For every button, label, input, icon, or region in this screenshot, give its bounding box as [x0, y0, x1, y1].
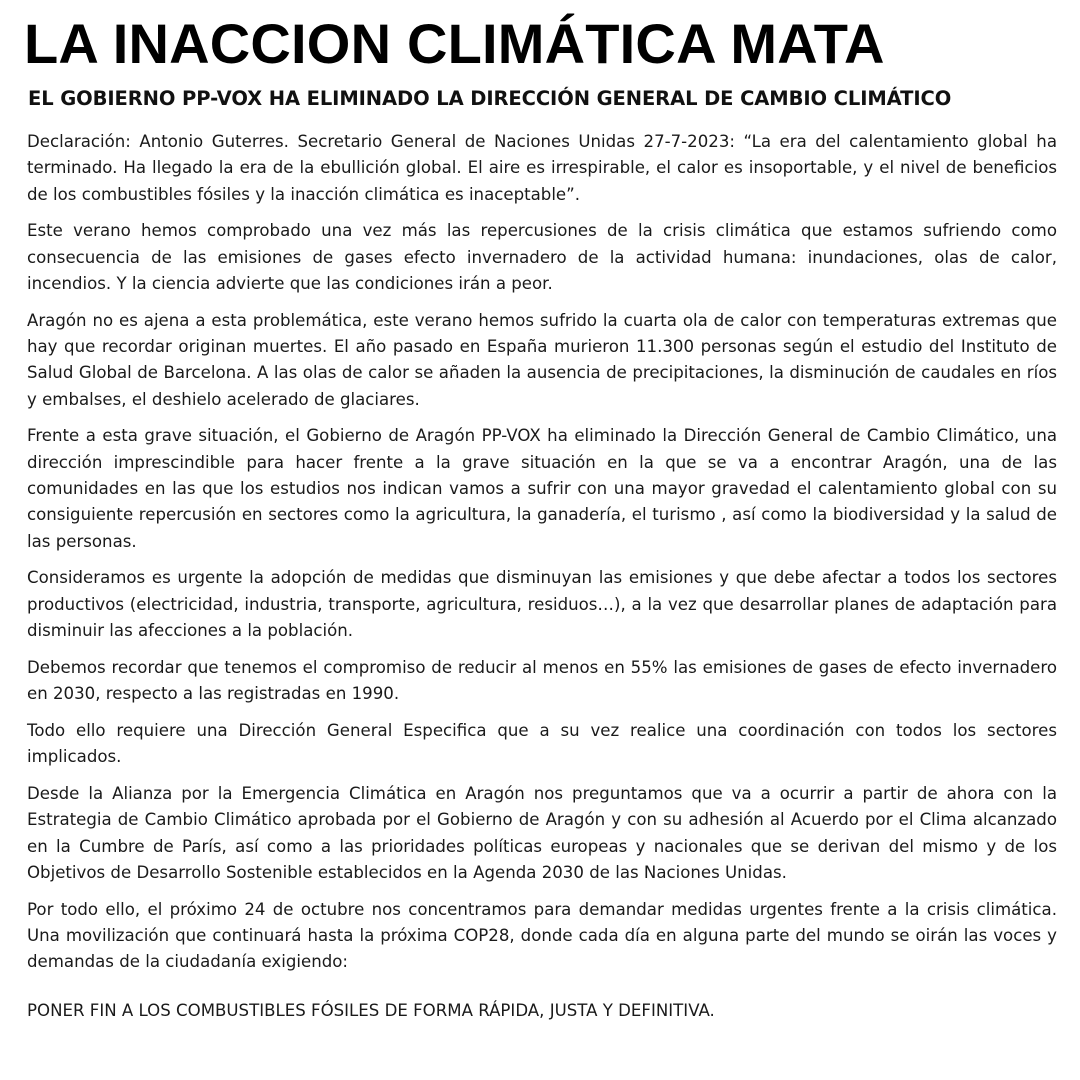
paragraph-government-elimination: Frente a esta grave situación, el Gobierno de Aragón PP-VOX ha eliminado la Dirección General de Cambio Climático, una dirección imprescindible para hacer frente a la grave situación en la que se va a encontrar Aragón, una de las comunidades en las que los estudios nos indican vamos a sufrir con una mayor gravedad el calentamiento global con su consiguiente repercusión en sectores como la agricultura, la ganadería, el turismo , así como la biodiversidad y la salud de las personas.: [27, 426, 1057, 551]
page-title: LA INACCION CLIMÁTICA MATA: [24, 12, 885, 75]
page-subtitle: EL GOBIERNO PP-VOX HA ELIMINADO LA DIRECCIÓN GENERAL DE CAMBIO CLIMÁTICO: [28, 87, 952, 110]
paragraph-emissions-commitment: Debemos recordar que tenemos el compromiso de reducir al menos en 55% las emisiones de gases de efecto invernadero en 2030, respecto a las registradas en 1990.: [27, 657, 1057, 704]
paragraph-mobilization: Por todo ello, el próximo 24 de octubre nos concentramos para demandar medidas urgentes frente a la crisis climática. Una movilización que continuará hasta la próxima COP28, donde cada día en alguna parte del mundo se oirán las voces y demandas de la ciudadanía exigiendo:: [27, 899, 1057, 972]
paragraph-guterres-quote: Declaración: Antonio Guterres. Secretario General de Naciones Unidas 27-7-2023: “La era del calentamiento global ha terminado. Ha llegado la era de la ebullición global. El aire es irrespirable, el calor es insoportable, y el nivel de beneficios de los combustibles fósiles y la inacción climática es inaceptable”.: [27, 132, 1057, 204]
paragraph-urgent-measures: Consideramos es urgente la adopción de medidas que disminuyan las emisiones y que debe afectar a todos los sectores productivos (electricidad, industria, transporte, agricultura, residuos…), a la vez que desarrollar planes de adaptación para disminuir las afecciones a la población.: [27, 568, 1057, 641]
document-body: [27, 129, 1057, 1034]
paragraph-specific-direction: Todo ello requiere una Dirección General Especifica que a su vez realice una coordinación con todos los sectores implicados.: [27, 720, 1057, 767]
paragraph-alliance-questions: Desde la Alianza por la Emergencia Climática en Aragón nos preguntamos que va a ocurrir a partir de ahora con la Estrategia de Cambio Climático aprobada por el Gobierno de Aragón y con su adhesión al Acuerdo por el Clima alcanzado en la Cumbre de París, así como a las prioridades políticas europeas y nacionales que se derivan del mismo y de los Objetivos de Desarrollo Sostenible establecidos en la Agenda 2030 de las Naciones Unidas.: [27, 784, 1057, 882]
paragraph-aragon-heatwave: Aragón no es ajena a esta problemática, este verano hemos sufrido la cuarta ola de calor con temperaturas extremas que hay que recordar originan muertes. El año pasado en España murieron 11.300 personas según el estudio del Instituto de Salud Global de Barcelona. A las olas de calor se añaden la ausencia de precipitaciones, la disminución de caudales en ríos y embalses, el deshielo acelerado de glaciares.: [27, 310, 1057, 409]
closing-demand: PONER FIN A LOS COMBUSTIBLES FÓSILES DE FORMA RÁPIDA, JUSTA Y DEFINITIVA.: [27, 1000, 715, 1020]
paragraph-summer-impacts: Este verano hemos comprobado una vez más las repercusiones de la crisis climática que estamos sufriendo como consecuencia de las emisiones de gases efecto invernadero de la actividad humana: inundaciones, olas de calor, incendios. Y la ciencia advierte que las condiciones irán a peor.: [27, 221, 1057, 293]
